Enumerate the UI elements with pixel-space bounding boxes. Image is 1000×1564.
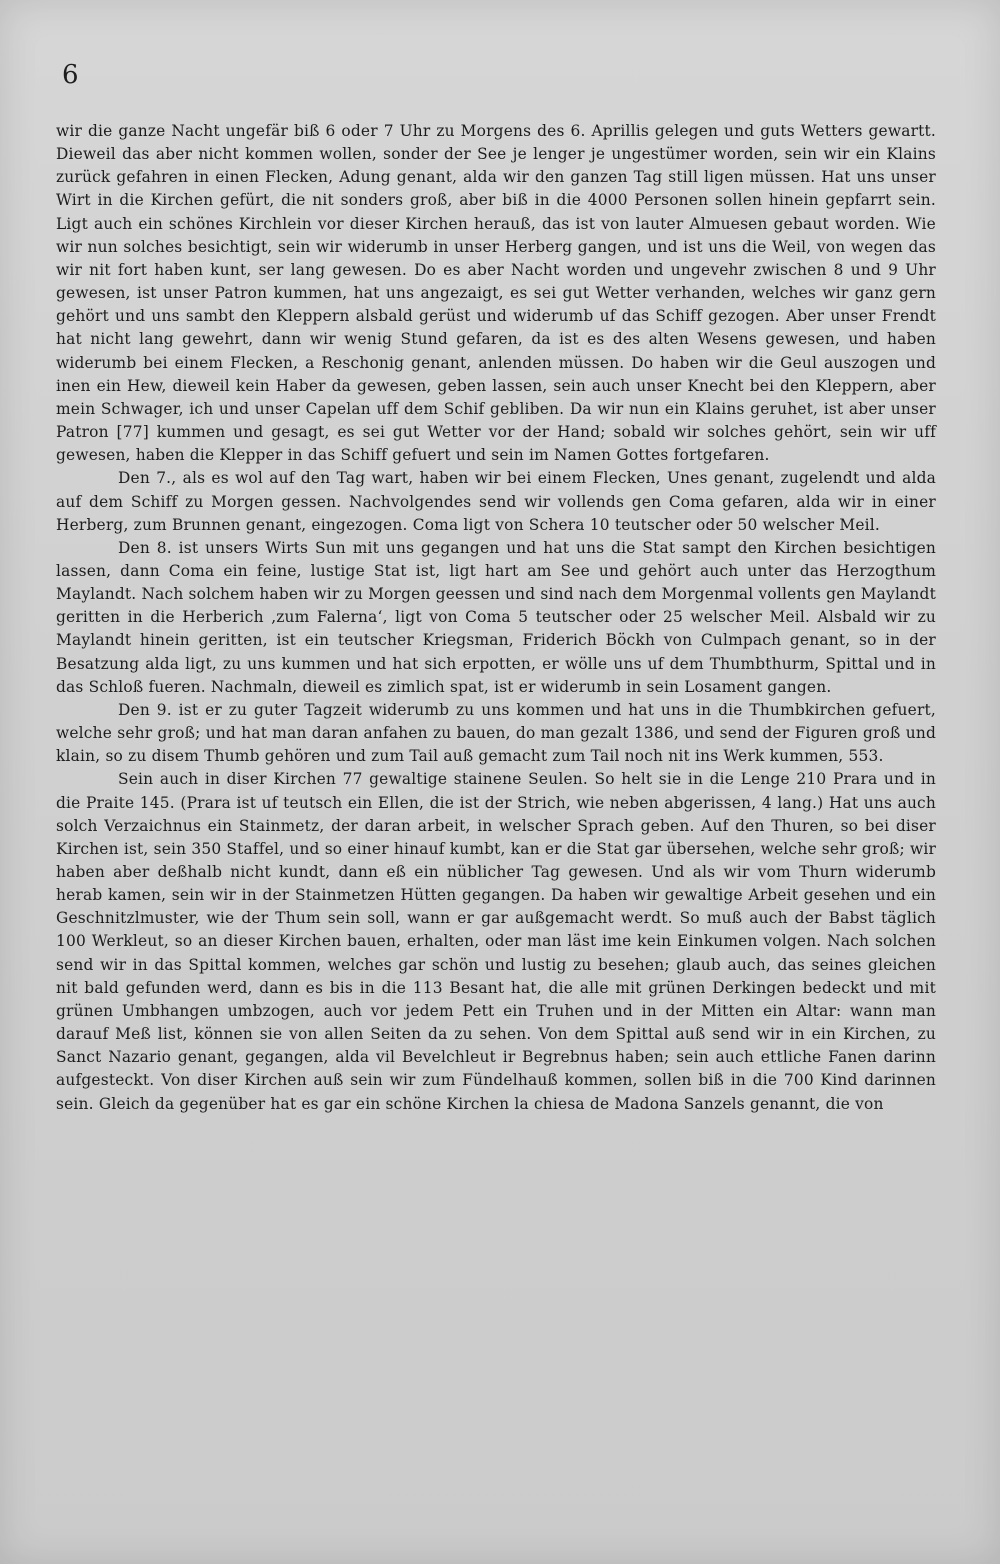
paragraph-4: Den 9. ist er zu guter Tagzeit widerumb zu uns kommen und hat uns in die Thumbkirchen gefuert, welche sehr groß; und hat man daran anfahen zu bauen, do man gezalt 1386, und send der Figuren groß und klain, so zu disem Thumb gehören und zum Tail auß gemacht zum Tail noch nit ins Werk kummen, 553.: [56, 700, 936, 766]
paragraph-3: Den 8. ist unsers Wirts Sun mit uns gegangen und hat uns die Stat sampt den Kirchen besichtigen lassen, dann Coma ein feine, lustige Stat ist, ligt hart am See und gehört auch unter das Herzogthum Maylandt. Nach solchem haben wir zu Morgen geessen und sind nach dem Morgenmal vollents gen Maylandt geritten in die Herberich ‚zum Falerna‘, ligt von Coma 5 teutscher oder 25 welscher Meil. Alsbald wir zu Maylandt hinein geritten, ist ein teutscher Kriegsman, Friderich Böckh von Culmpach genant, so in der Besatzung alda ligt, zu uns kummen und hat sich erpotten, er wölle uns uf dem Thumbthurm, Spittal und in das Schloß fueren. Nachmaln, dieweil es zimlich spat, ist er widerumb in sein Losament gangen.: [56, 538, 936, 696]
paragraph-5: Sein auch in diser Kirchen 77 gewaltige stainene Seulen. So helt sie in die Lenge 210 Prara und in die Praite 145. (Prara ist uf teutsch ein Ellen, die ist der Strich, wie neben abgerissen, 4 lang.) Hat uns auch solch Verzaichnus ein Stainmetz, der daran arbeit, in welscher Sprach geben. Auf den Thuren, so bei diser Kirchen ist, sein 350 Staffel, und so einer hinauf kumbt, kan er die Stat gar übersehen, welche sehr groß; wir haben aber deßhalb nicht kundt, dann eß ein nüblicher Tag gewesen. Und als wir vom Thurn widerumb herab kamen, sein wir in der Stainmetzen Hütten gegangen. Da haben wir gewaltige Arbeit gesehen und ein Geschnitzlmuster, wie der Thum sein soll, wann er gar außgemacht werdt. So muß auch der Babst täglich 100 Werkleut, so an dieser Kirchen bauen, erhalten, oder man läst ime kein Einkumen volgen. Nach solchen send wir in das Spittal kommen, welches gar schön und lustig zu besehen; glaub auch, das seines gleichen nit bald gefunden werd, dann es bis in die 113 Besant hat, die alle mit grünen Derkingen bedeckt und mit grünen Umbhangen umbzogen, auch vor jedem Pett ein Truhen und in der Mitten ein Altar: wann man darauf Meß list, können sie von allen Seiten da zu sehen. Von dem Spittal auß send wir in ein Kirchen, zu Sanct Nazario genant, gegangen, alda vil Bevelchleut ir Begrebnus haben; sein auch ettliche Fanen darinn aufgesteckt. Von diser Kirchen auß sein wir zum Fündelhauß kommen, sollen biß in die 700 Kind darinnen sein. Gleich da gegenüber hat es gar ein schöne Kirchen la chiesa de Madona Sanzels genannt, die von: [56, 770, 936, 1113]
paragraph-1: wir die ganze Nacht ungefär biß 6 oder 7 Uhr zu Morgens des 6. Aprillis gelegen und guts Wetters gewartt. Dieweil das aber nicht kommen wollen, sonder der See je lenger je ungestümer worden, sein wir ein Klains zurück gefahren in einen Flecken, Adung genant, alda wir den ganzen Tag still ligen müssen. Hat uns unser Wirt in die Kirchen gefürt, die nit sonders groß, aber biß in die 4000 Personen sollen hinein gepfarrt sein. Ligt auch ein schönes Kirchlein vor dieser Kirchen herauß, das ist von lauter Almuesen gebaut worden. Wie wir nun solches besichtigt, sein wir widerumb in unser Herberg gangen, und ist uns die Weil, von wegen das wir nit fort haben kunt, ser lang gewesen. Do es aber Nacht worden und ungevehr zwischen 8 und 9 Uhr gewesen, ist unser Patron kummen, hat uns angezaigt, es sei gut Wetter verhanden, welches wir ganz gern gehört und uns sambt den Kleppern alsbald gerüst und widerumb uf das Schiff gezogen. Aber unser Frendt hat nicht lang gewehrt, dann wir wenig Stund gefaren, da ist es des alten Wesens gewesen, und haben widerumb bei einem Flecken, a Reschonig genant, anlenden müssen. Do haben wir die Geul auszogen und inen ein Hew, dieweil kein Haber da gewesen, geben lassen, sein auch unser Knecht bei den Kleppern, aber mein Schwager, ich und unser Capelan uff dem Schif gebliben. Da wir nun ein Klains geruhet, ist aber unser Patron [77] kummen und gesagt, es sei gut Wetter vor der Hand; sobald wir solches gehört, sein wir uff gewesen, haben die Klepper in das Schiff gefuert und sein im Namen Gottes fortgefaren.: [56, 122, 936, 465]
body-text: [56, 120, 936, 1116]
paragraph-2: Den 7., als es wol auf den Tag wart, haben wir bei einem Flecken, Unes genant, zugelendt und alda auf dem Schiff zu Morgen gessen. Nachvolgendes send wir vollends gen Coma gefaren, alda wir in einer Herberg, zum Brunnen genant, eingezogen. Coma ligt von Schera 10 teutscher oder 50 welscher Meil.: [56, 469, 936, 534]
page-number: 6: [62, 60, 79, 90]
